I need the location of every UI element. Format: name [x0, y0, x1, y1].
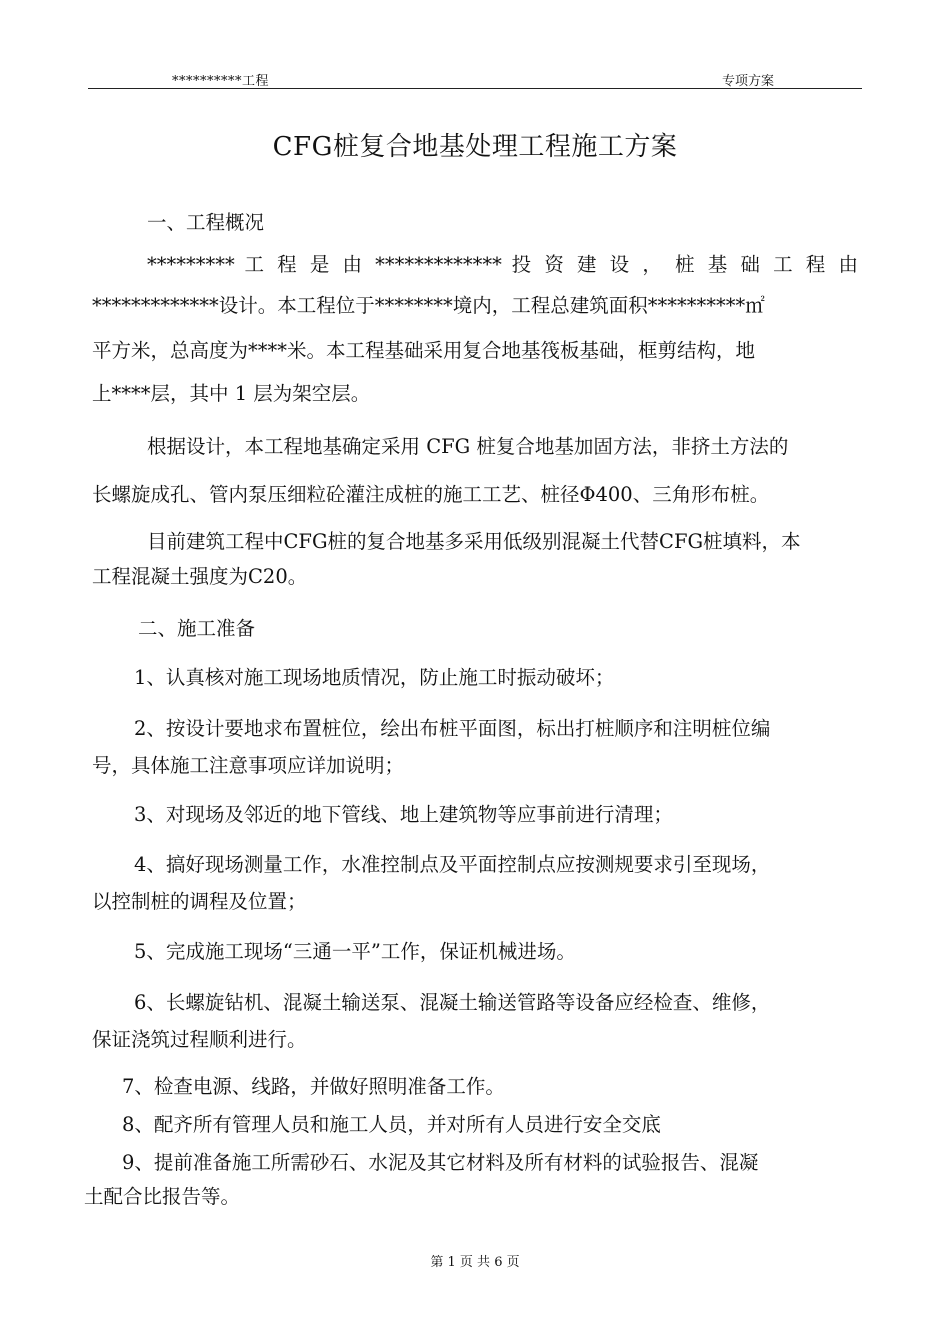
- section-heading-preparation: 二、施工准备: [138, 617, 256, 640]
- list-item-continuation: 土配合比报告等。: [84, 1185, 241, 1208]
- header-divider: [88, 88, 862, 89]
- list-item: 4、搞好现场测量工作，水准控制点及平面控制点应按测规要求引至现场，: [134, 853, 771, 876]
- list-item: 9、提前准备施工所需砂石、水泥及其它材料及所有材料的试验报告、混凝: [122, 1151, 759, 1174]
- paragraph-line: ********* 工 程 是 由 ************* 投 资 建 设 ， 桩 基 础 工 程 由: [147, 253, 858, 276]
- list-item: 7、检查电源、线路，并做好照明准备工作。: [122, 1075, 505, 1098]
- list-item: 3、对现场及邻近的地下管线、地上建筑物等应事前进行清理；: [134, 803, 673, 826]
- page-number: 第 1 页 共 6 页: [430, 1255, 520, 1270]
- paragraph-line: 上****层，其中 1 层为架空层。: [92, 382, 371, 405]
- list-item: 1、认真核对施工现场地质情况，防止施工时振动破坏；: [134, 666, 615, 689]
- list-item-continuation: 以控制桩的调程及位置；: [92, 890, 307, 913]
- list-item: 6、长螺旋钻机、混凝土输送泵、混凝土输送管路等设备应经检查、维修，: [134, 991, 771, 1014]
- section-heading-overview: 一、工程概况: [147, 211, 265, 234]
- paragraph-line: 根据设计，本工程地基确定采用 CFG 桩复合地基加固方法，非挤土方法的: [147, 435, 789, 458]
- list-item-continuation: 保证浇筑过程顺利进行。: [92, 1028, 307, 1051]
- list-item: 5、完成施工现场“三通一平”工作，保证机械进场。: [134, 940, 576, 963]
- header-project-name: **********工程: [172, 74, 270, 89]
- list-item: 8、配齐所有管理人员和施工人员，并对所有人员进行安全交底: [122, 1113, 661, 1136]
- document-title: CFG桩复合地基处理工程施工方案: [272, 132, 678, 162]
- header-doc-type: 专项方案: [722, 74, 775, 89]
- paragraph-line: 目前建筑工程中CFG桩的复合地基多采用低级别混凝土代替CFG桩填料，本: [147, 530, 801, 553]
- paragraph-line: 工程混凝土强度为C20。: [92, 565, 308, 588]
- paragraph-line: 平方米，总高度为****米。本工程基础采用复合地基筏板基础，框剪结构，地: [92, 339, 756, 362]
- paragraph-line: *************设计。本工程位于********境内，工程总建筑面积**********㎡: [92, 294, 765, 317]
- paragraph-line: 长螺旋成孔、管内泵压细粒砼灌注成桩的施工工艺、桩径Φ400、三角形布桩。: [92, 483, 770, 506]
- list-item-continuation: 号，具体施工注意事项应详加说明；: [92, 754, 405, 777]
- list-item: 2、按设计要地求布置桩位，绘出布桩平面图，标出打桩顺序和注明桩位编: [134, 717, 771, 740]
